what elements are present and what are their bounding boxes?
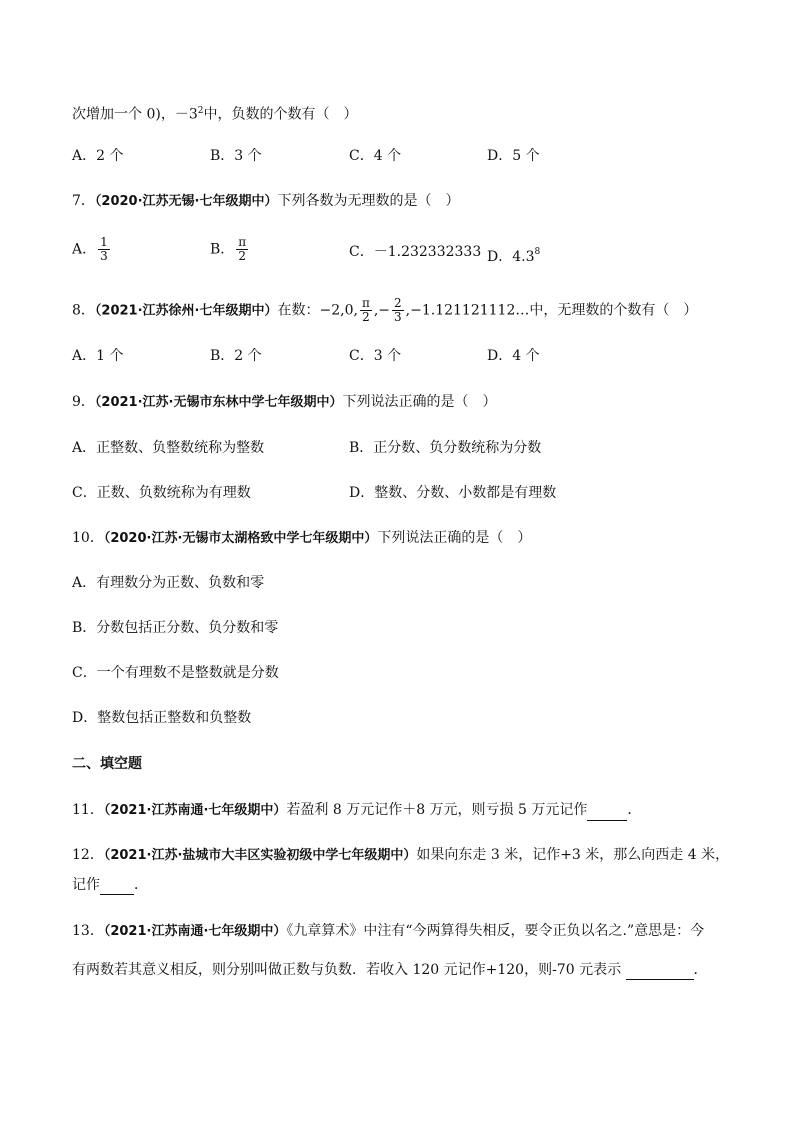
q10-source: （2020·江苏·无锡市太湖格致中学七年级期中） — [103, 531, 378, 546]
q12-stem: 12．（2021·江苏·盐城市大丰区实验初级中学七年级期中）如果向东走 3 米，记作+3 米，那么向西走 4 米， — [72, 847, 730, 863]
q8-option-b[interactable]: B．2 个 — [210, 348, 262, 364]
q6-option-c[interactable]: C．4 个 — [349, 148, 402, 164]
q10-stem: 10．（2020·江苏·无锡市太湖格致中学七年级期中）下列说法正确的是（ ） — [72, 530, 532, 546]
fraction-pi-over-two: $\frac{\pi}{2}$ — [361, 296, 370, 324]
q6-option-b[interactable]: B．3 个 — [210, 148, 262, 164]
q11-answer-blank[interactable] — [587, 806, 627, 821]
q10-option-a[interactable]: A．有理数分为正数、负数和零 — [72, 575, 265, 591]
q9-stem: 9．（2021·江苏·无锡市东林中学七年级期中）下列说法正确的是（ ） — [72, 394, 497, 410]
section-heading-fill-in: 二、填空题 — [72, 756, 142, 772]
q12-source: （2021·江苏·盐城市大丰区实验初级中学七年级期中） — [103, 848, 417, 863]
q9-option-b[interactable]: B．正分数、负分数统称为分数 — [349, 440, 542, 456]
q13-source: （2021·江苏南通·七年级期中） — [103, 924, 287, 939]
q7-option-a[interactable]: A． $\frac{1}{3}$ — [72, 235, 108, 263]
q8-source: （2021·江苏徐州·七年级期中） — [94, 303, 278, 319]
q10-option-b[interactable]: B．分数包括正分数、负分数和零 — [72, 620, 279, 636]
q7-option-d[interactable]: D．$4.3^8$ — [487, 247, 541, 265]
q7-source: （2020·江苏无锡·七年级期中） — [94, 194, 278, 209]
q13-stem: 13．（2021·江苏南通·七年级期中）《九章算术》中注有“今两算得失相反，要令正负以名之.”意思是：今 — [72, 923, 705, 939]
fraction-two-thirds: $\frac{2}{3}$ — [394, 296, 402, 324]
q12-answer-blank[interactable] — [100, 880, 134, 895]
q13-answer-blank[interactable] — [626, 965, 694, 980]
q6-stem: 次增加一个 0)，$-3^2$中，负数的个数有（ ） — [72, 106, 358, 123]
q10-option-d[interactable]: D．整数包括正整数和负整数 — [72, 710, 252, 726]
fraction-pi-over-two: $\frac{\pi}{2}$ — [238, 235, 247, 263]
q8-option-d[interactable]: D．4 个 — [487, 348, 540, 364]
q13-stem-continued: 有两数若其意义相反，则分别叫做正数与负数．若收入 120 元记作+120，则-70 元表示 ． — [72, 962, 708, 978]
fraction-one-third: $\frac{1}{3}$ — [100, 235, 108, 263]
q9-option-d[interactable]: D．整数、分数、小数都是有理数 — [349, 485, 557, 501]
q8-stem: 8．（2021·江苏徐州·七年级期中）在数：−2,0, $\frac{\pi}{2}$ ,− $\frac{2}{3}$ ,−1.121121112…中，无理数的个数有（ ） — [72, 296, 698, 324]
q6-option-a[interactable]: A．2 个 — [72, 148, 124, 164]
q11-stem: 11．（2021·江苏南通·七年级期中）若盈利 8 万元记作＋8 万元，则亏损 5 万元记作 ． — [72, 800, 641, 821]
q8-option-c[interactable]: C．3 个 — [349, 348, 402, 364]
q10-option-c[interactable]: C．一个有理数不是整数就是分数 — [72, 665, 279, 681]
q6-option-d[interactable]: D．5 个 — [487, 148, 540, 164]
q7-stem: 7．（2020·江苏无锡·七年级期中）下列各数为无理数的是（ ） — [72, 193, 460, 209]
q12-stem-continued: 记作 ． — [72, 877, 148, 893]
q11-source: （2021·江苏南通·七年级期中） — [103, 803, 287, 818]
q7-option-c[interactable]: C．－1.232332333 — [349, 244, 482, 260]
q8-option-a[interactable]: A．1 个 — [72, 348, 124, 364]
q7-option-b[interactable]: B． $\frac{\pi}{2}$ — [210, 235, 247, 263]
q9-option-a[interactable]: A．正整数、负整数统称为整数 — [72, 440, 265, 456]
q9-option-c[interactable]: C．正数、负数统称为有理数 — [72, 485, 251, 501]
q9-source: （2021·江苏·无锡市东林中学七年级期中） — [94, 395, 343, 410]
